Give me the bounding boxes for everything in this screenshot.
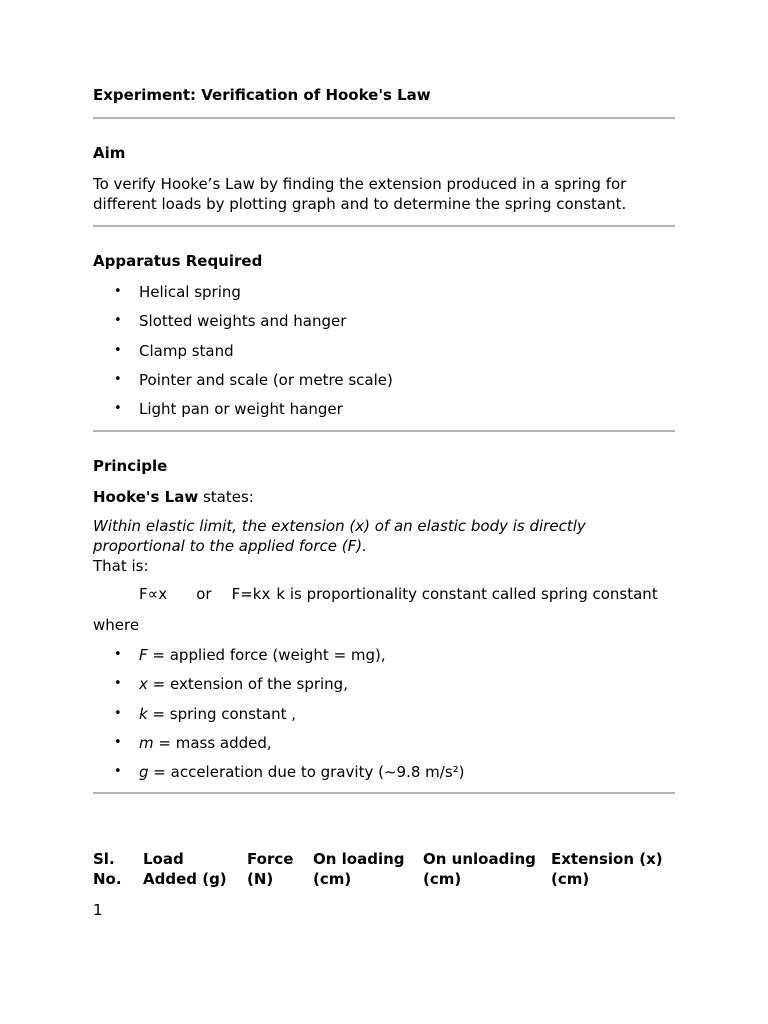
list-item <box>93 704 675 733</box>
formula-line <box>139 585 658 603</box>
list-item <box>93 762 675 791</box>
symbol: x <box>139 675 148 694</box>
symbol: m <box>139 733 154 752</box>
principle-heading: Principle <box>93 457 168 475</box>
header-line: (cm) <box>551 870 590 888</box>
col-header-extension <box>551 849 673 889</box>
col-header-force <box>247 849 313 889</box>
divider <box>93 792 675 794</box>
aim-text: To verify Hooke’s Law by finding the extension produced in a spring for different loads by plotting graph and to determine the spring constant. <box>93 175 627 213</box>
law-name: Hooke's Law <box>93 488 199 506</box>
law-line <box>93 487 254 507</box>
that-is-label: That is: <box>93 557 149 575</box>
divider <box>93 117 675 119</box>
header-line: (cm) <box>423 870 462 888</box>
list-item: • Light pan or weight hanger <box>93 399 675 428</box>
header-line: On unloading <box>423 850 536 868</box>
list-item: • Pointer and scale (or metre scale) <box>93 370 675 399</box>
col-header-on-unloading <box>423 849 551 889</box>
table-header-row <box>93 849 673 889</box>
list-item <box>93 674 675 703</box>
header-line: (cm) <box>313 870 352 888</box>
list-item: • Slotted weights and hanger <box>93 311 675 340</box>
symbol-desc: = mass added, <box>153 733 272 752</box>
symbol: g <box>139 763 149 782</box>
header-line: Extension (x) <box>551 850 663 868</box>
symbol-desc: = spring constant , <box>147 704 297 723</box>
page-title: Experiment: Verification of Hooke's Law <box>93 86 431 104</box>
col-header-load <box>143 849 247 889</box>
list-item <box>93 733 675 762</box>
where-label: where <box>93 616 140 634</box>
law-states: states: <box>198 488 254 506</box>
list-item: • Helical spring <box>93 282 675 311</box>
symbol-desc: = acceleration due to gravity (~9.8 m/s²) <box>148 763 465 782</box>
formula-or: or <box>196 585 212 603</box>
law-statement: Within elastic limit, the extension (x) of an elastic body is directly proportional to the applied force (F). <box>93 517 586 555</box>
header-line: Force <box>247 850 294 868</box>
header-line: On loading <box>313 850 405 868</box>
header-line: Load <box>143 850 184 868</box>
divider <box>93 225 675 227</box>
header-line: Added (g) <box>143 870 227 888</box>
header-line: Sl. <box>93 850 115 868</box>
col-header-sl-no <box>93 849 143 889</box>
observation-table <box>93 849 673 889</box>
aim-heading: Aim <box>93 144 126 162</box>
symbol-desc: = extension of the spring, <box>147 675 348 694</box>
apparatus-list <box>93 282 675 428</box>
formula-equation: F=kx <box>231 585 271 603</box>
header-line: (N) <box>247 870 274 888</box>
table-row-number: 1 <box>93 901 103 919</box>
list-item: • Clamp stand <box>93 341 675 370</box>
apparatus-heading: Apparatus Required <box>93 252 263 270</box>
formula-note: k is proportionality constant called spring constant <box>276 585 658 603</box>
col-header-on-loading <box>313 849 423 889</box>
symbol-desc: = applied force (weight = mg), <box>147 646 386 664</box>
header-line: No. <box>93 870 122 888</box>
symbol-list <box>93 645 675 791</box>
symbol: k <box>139 704 148 723</box>
list-item <box>93 645 675 674</box>
divider <box>93 430 675 432</box>
symbol: F <box>139 646 148 664</box>
formula-proportional: F∝x <box>139 585 168 603</box>
